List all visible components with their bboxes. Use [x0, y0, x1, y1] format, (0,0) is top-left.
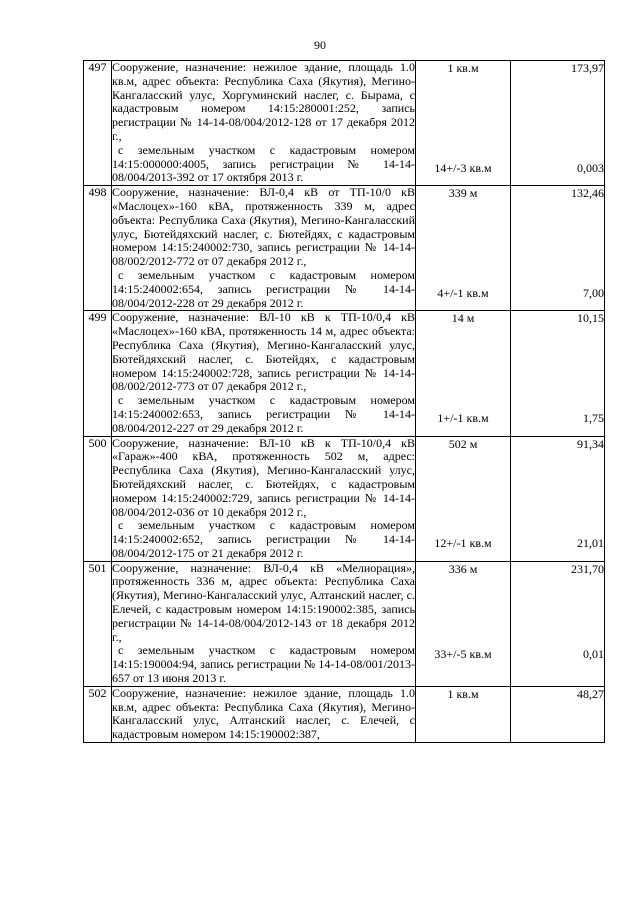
- structure-value: 132,46: [571, 186, 604, 201]
- land-area: 4+/-1 кв.м: [437, 285, 489, 300]
- structure-description: Сооружение, назначение: нежилое здание, площадь 1.0 кв.м, адрес объекта: Республика Саха (Якутия), Мегино-Кангаласский улус, Алтанский наслег, с. Елечей, с кадастровым номером 14:15:190002:387,: [112, 685, 415, 742]
- row-number: 498: [84, 186, 112, 311]
- description-cell: [112, 311, 416, 436]
- land-value: 7,00: [583, 285, 604, 300]
- row-number: 499: [84, 311, 112, 436]
- row-number: 497: [84, 61, 112, 186]
- area-cell: [416, 561, 511, 686]
- land-area: 1+/-1 кв.м: [437, 411, 489, 426]
- description-cell: [112, 61, 416, 186]
- structure-area: 339 м: [448, 186, 478, 201]
- table-row: [84, 436, 605, 561]
- land-value: 21,01: [577, 536, 604, 551]
- area-cell: [416, 436, 511, 561]
- structure-area: 1 кв.м: [447, 61, 479, 75]
- row-number: 501: [84, 561, 112, 686]
- table-row: [84, 561, 605, 686]
- structure-description: Сооружение, назначение: ВЛ-0,4 кВ «Мелиорация», протяженность 336 м, адрес объекта: Республика Саха (Якутия), Мегино-Кангаласский улус, Алтанский наслег, с. Елечей, с кадастровым номером 14:15:190002:385, запись регистрации № 14-14-08/004/2012-143 от 18 декабря 2012 г.,: [112, 560, 415, 644]
- structure-value: 10,15: [577, 311, 604, 326]
- property-registry-table: [83, 60, 605, 743]
- land-area: 33+/-5 кв.м: [434, 647, 492, 662]
- area-cell: [416, 686, 511, 742]
- value-cell: [511, 186, 605, 311]
- land-plot-description: с земельным участком с кадастровым номером 14:15:240002:652, запись регистрации № 14-14-08/004/2012-175 от 21 декабря 2012 г.: [112, 518, 415, 560]
- table-row: [84, 61, 605, 186]
- table-row: [84, 186, 605, 311]
- land-area: 14+/-3 кв.м: [434, 160, 492, 175]
- area-cell: [416, 311, 511, 436]
- land-value: 1,75: [583, 411, 604, 426]
- area-cell: [416, 61, 511, 186]
- description-cell: [112, 686, 416, 742]
- land-value: 0,003: [577, 160, 604, 175]
- land-plot-description: с земельным участком с кадастровым номером 14:15:240002:653, запись регистрации № 14-14-08/004/2012-227 от 29 декабря 2012 г.: [112, 393, 415, 435]
- area-cell: [416, 186, 511, 311]
- description-cell: [112, 186, 416, 311]
- row-number: 502: [84, 686, 112, 742]
- structure-area: 336 м: [448, 561, 478, 576]
- value-cell: [511, 686, 605, 742]
- structure-area: 502 м: [448, 436, 478, 451]
- value-cell: [511, 61, 605, 186]
- page-number: 90: [314, 38, 326, 52]
- structure-area: 1 кв.м: [447, 686, 479, 701]
- value-cell: [511, 436, 605, 561]
- structure-description: Сооружение, назначение: ВЛ-0,4 кВ от ТП-10/0 кВ «Маслоцех»-160 кВА, протяженность 339 м, адрес объекта: Республика Саха (Якутия), Мегино-Кангаласский улус, Бютейдяхский наслег, с. Бютейдях, с кадастровым номером 14:15:240002:730, запись регистрации № 14-14-08/002/2012-772 от 07 декабря 2012 г.,: [112, 185, 415, 269]
- row-number: 500: [84, 436, 112, 561]
- description-cell: [112, 436, 416, 561]
- description-cell: [112, 561, 416, 686]
- land-plot-description: с земельным участком с кадастровым номером 14:15:000000:4005, запись регистрации № 14-14-08/004/2013-392 от 17 октября 2013 г.: [112, 142, 415, 185]
- structure-description: Сооружение, назначение: нежилое здание, площадь 1.0 кв.м, адрес объекта: Республика Саха (Якутия), Мегино-Кангаласский улус, Хоргуминский наслег, с. Бырама, с кадастровым номером 14:15:280001:252, запись регистрации № 14-14-08/004/2012-128 от 17 декабря 2012 г.,: [112, 60, 415, 143]
- table-row: [84, 311, 605, 436]
- structure-value: 173,97: [571, 61, 604, 75]
- structure-value: 231,70: [571, 561, 604, 576]
- structure-description: Сооружение, назначение: ВЛ-10 кВ к ТП-10/0,4 кВ «Гараж»-400 кВА, протяженность 502 м, адрес: Республика Саха (Якутия), Мегино-Кангаласский улус, Бютейдяхский наслег, с. Бютейдях, с кадастровым номером 14:15:240002:729, запись регистрации № 14-14-08/004/2012-036 от 10 декабря 2012 г.,: [112, 435, 415, 519]
- structure-description: Сооружение, назначение: ВЛ-10 кВ к ТП-10/0,4 кВ «Маслоцех»-160 кВА, протяженность 14 м, адрес объекта: Республика Саха (Якутия), Мегино-Кангаласский улус, Бютейдяхский наслег, с. Бютейдях, с кадастровым номером 14:15:240002:728, запись регистрации № 14-14-08/002/2012-773 от 07 декабря 2012 г.,: [112, 310, 415, 394]
- land-plot-description: с земельным участком с кадастровым номером 14:15:190004:94, запись регистрации № 14-14-08/001/2013-657 от 13 июня 2013 г.: [112, 643, 415, 686]
- value-cell: [511, 561, 605, 686]
- land-value: 0,01: [583, 647, 604, 662]
- structure-value: 48,27: [577, 686, 604, 701]
- value-cell: [511, 311, 605, 436]
- structure-area: 14 м: [451, 311, 475, 326]
- table-row: [84, 686, 605, 742]
- land-area: 12+/-1 кв.м: [434, 536, 492, 551]
- structure-value: 91,34: [577, 436, 604, 451]
- land-plot-description: с земельным участком с кадастровым номером 14:15:240002:654, запись регистрации № 14-14-08/004/2012-228 от 29 декабря 2012 г.: [112, 267, 415, 310]
